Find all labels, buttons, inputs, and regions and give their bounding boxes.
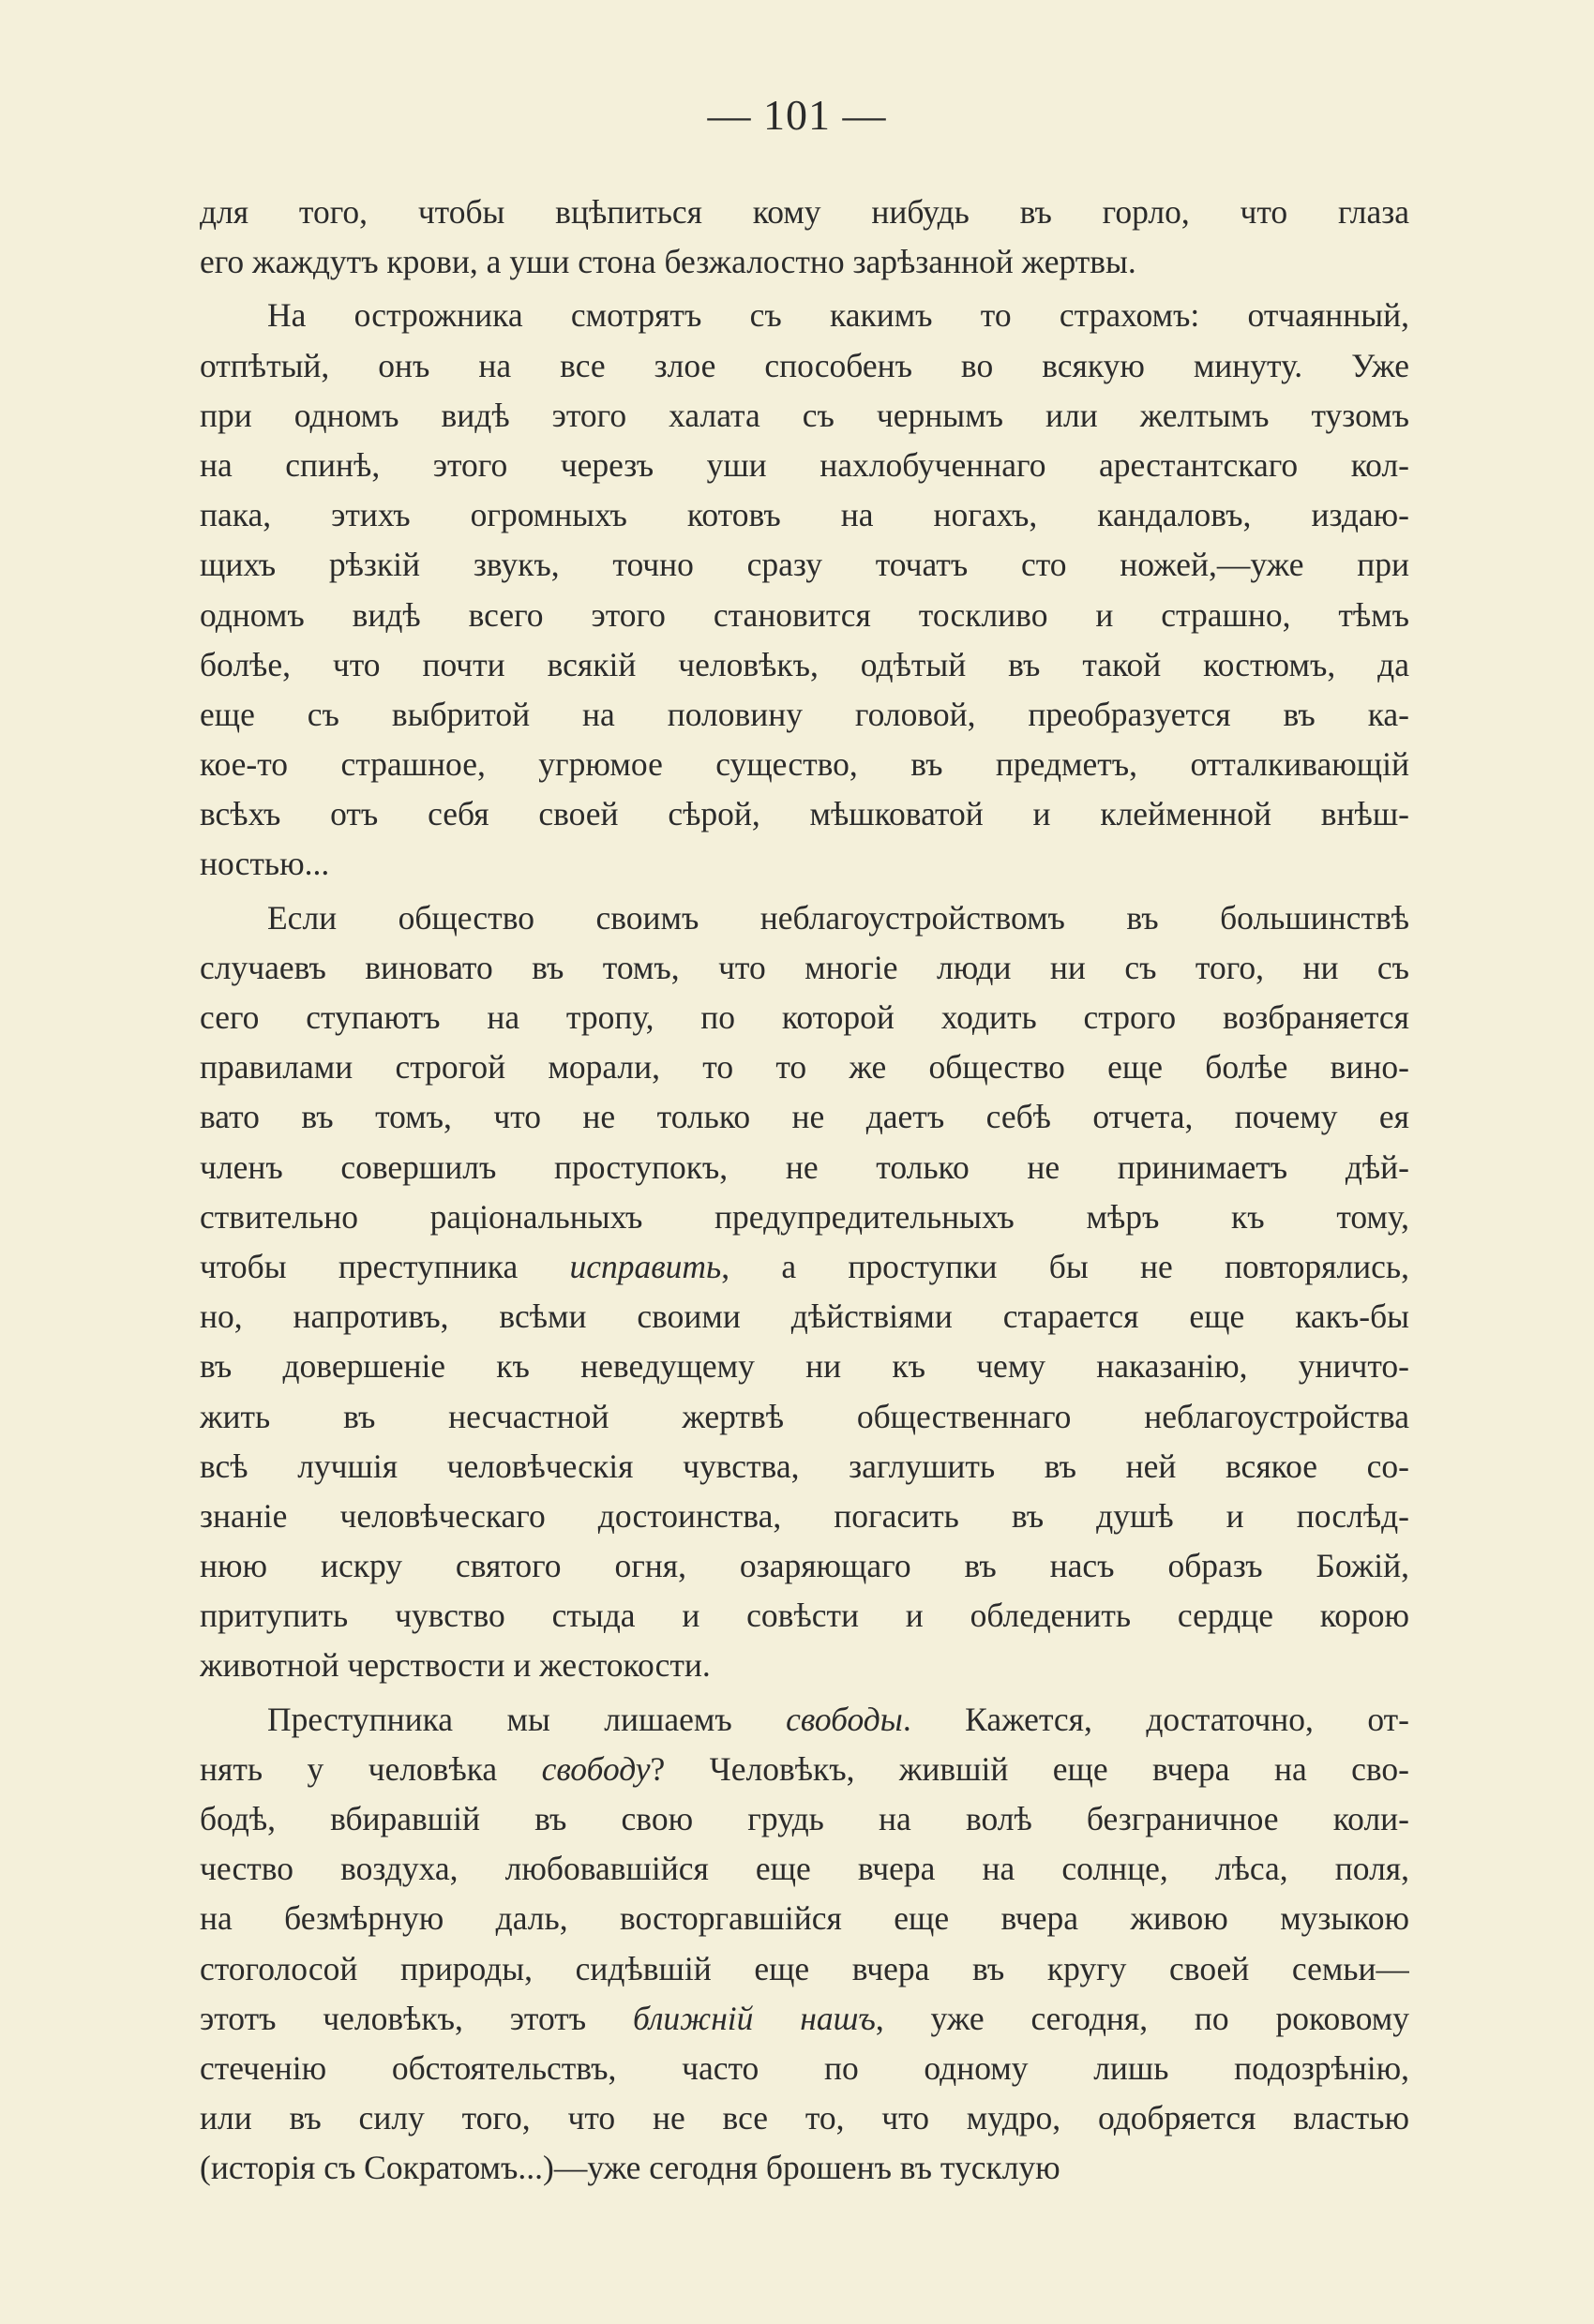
- text-line: случаевъ виновато въ томъ, что многіе люди ни съ того, ни съ: [200, 948, 1409, 986]
- emphasized-word: исправить: [569, 1247, 722, 1285]
- text-line: На острожника смотрятъ съ какимъ то страхомъ: отчаянный,: [267, 296, 1409, 335]
- text-line: одномъ видѣ всего этого становится тоскливо и страшно, тѣмъ: [200, 595, 1409, 634]
- text-line: стеченію обстоятельствъ, часто по одному лишь подозрѣнію,: [200, 2048, 1409, 2087]
- text-line: Если общество своимъ неблагоустройствомъ въ большинствѣ: [267, 898, 1409, 937]
- paragraph: [200, 893, 1409, 1691]
- text-line: сего ступаютъ на тропу, по которой ходить строго возбраняется: [200, 998, 1409, 1036]
- text-line: чество воздуха, любовавшійся еще вчера на солнце, лѣса, поля,: [200, 1850, 1409, 1888]
- text-line: стоголосой природы, сидѣвшій еще вчера въ кругу своей семьи—: [200, 1949, 1409, 1987]
- paragraph: [200, 1695, 1409, 2194]
- text-line: знаніе человѣческаго достоинства, погасить въ душѣ и послѣд-: [200, 1496, 1409, 1535]
- text-line: на спинѣ, этого черезъ уши нахлобученнаго арестантскаго кол-: [200, 445, 1409, 484]
- text-line: нять у человѣка свободу? Человѣкъ, жившій еще вчера на сво-: [200, 1749, 1409, 1788]
- text-line: его жаждутъ крови, а уши стона безжалостно зарѣзанной жертвы.: [200, 243, 1136, 281]
- text-line: вато въ томъ, что не только не даетъ себѣ отчета, почему ея: [200, 1098, 1409, 1136]
- text-line: болѣе, что почти всякій человѣкъ, одѣтый въ такой костюмъ, да: [200, 645, 1409, 683]
- text-line: ностью...: [200, 845, 330, 883]
- text-line: бодѣ, вбиравшій въ свою грудь на волѣ безграничное коли-: [200, 1800, 1409, 1837]
- text-line: въ довершеніе къ неведущему ни къ чему наказанію, уничто-: [200, 1347, 1409, 1386]
- text-line: членъ совершилъ проступокъ, не только не принимаетъ дѣй-: [200, 1147, 1409, 1186]
- page-number: — 101 —: [707, 91, 887, 139]
- emphasized-word: свободу: [541, 1749, 651, 1788]
- text-line: на безмѣрную даль, восторгавшійся еще вчера живою музыкою: [200, 1899, 1409, 1938]
- text-line: (исторія съ Сократомъ...)—уже сегодня брошенъ въ тусклую: [200, 2149, 1060, 2187]
- text-line: этотъ человѣкъ, этотъ ближній нашъ, уже сегодня, по роковому: [200, 1999, 1409, 2037]
- text-line: отпѣтый, онъ на все злое способенъ во всякую минуту. Уже: [200, 346, 1409, 384]
- text-line: притупить чувство стыда и совѣсти и обледенить сердце корою: [200, 1597, 1409, 1635]
- paragraph: [200, 291, 1409, 889]
- emphasized-word: свободы: [786, 1700, 903, 1738]
- text-line: Преступника мы лишаемъ свободы. Кажется, достаточно, от-: [267, 1700, 1409, 1738]
- text-line: правилами строгой морали, то то же общество еще болѣе вино-: [200, 1048, 1409, 1087]
- text-line: чтобы преступника исправить, а проступки бы не повторялись,: [200, 1247, 1409, 1285]
- text-line: пака, этихъ огромныхъ котовъ на ногахъ, кандаловъ, издаю-: [200, 496, 1409, 534]
- emphasized-word: ближній нашъ: [632, 1999, 876, 2037]
- text-line: но, напротивъ, всѣми своими дѣйствіями старается еще какъ-бы: [200, 1297, 1409, 1336]
- body-text: [200, 187, 1409, 2194]
- paragraph: [200, 187, 1409, 287]
- text-line: всѣхъ отъ себя своей сѣрой, мѣшковатой и клейменной внѣш-: [200, 795, 1409, 833]
- text-line: нюю искру святого огня, озаряющаго въ насъ образъ Божій,: [200, 1547, 1409, 1585]
- text-line: щихъ рѣзкій звукъ, точно сразу точатъ сто ножей,—уже при: [200, 546, 1409, 584]
- text-line: при одномъ видѣ этого халата съ чернымъ или желтымъ тузомъ: [200, 396, 1409, 434]
- text-line: для того, чтобы вцѣпиться кому нибудь въ горло, что глаза: [200, 193, 1409, 231]
- text-line: еще съ выбритой на половину головой, преобразуется въ ка-: [200, 695, 1409, 733]
- text-line: животной черствости и жестокости.: [200, 1646, 711, 1685]
- text-line: или въ силу того, что не все то, что мудро, одобряется властью: [200, 2099, 1409, 2137]
- text-line: всѣ лучшія человѣческія чувства, заглушить въ ней всякое со-: [200, 1447, 1409, 1485]
- text-line: кое-то страшное, угрюмое существо, въ предметъ, отталкивающій: [200, 745, 1409, 784]
- text-line: жить въ несчастной жертвѣ общественнаго неблагоустройства: [200, 1397, 1409, 1435]
- text-line: ствительно раціональныхъ предупредительныхъ мѣръ къ тому,: [200, 1197, 1409, 1236]
